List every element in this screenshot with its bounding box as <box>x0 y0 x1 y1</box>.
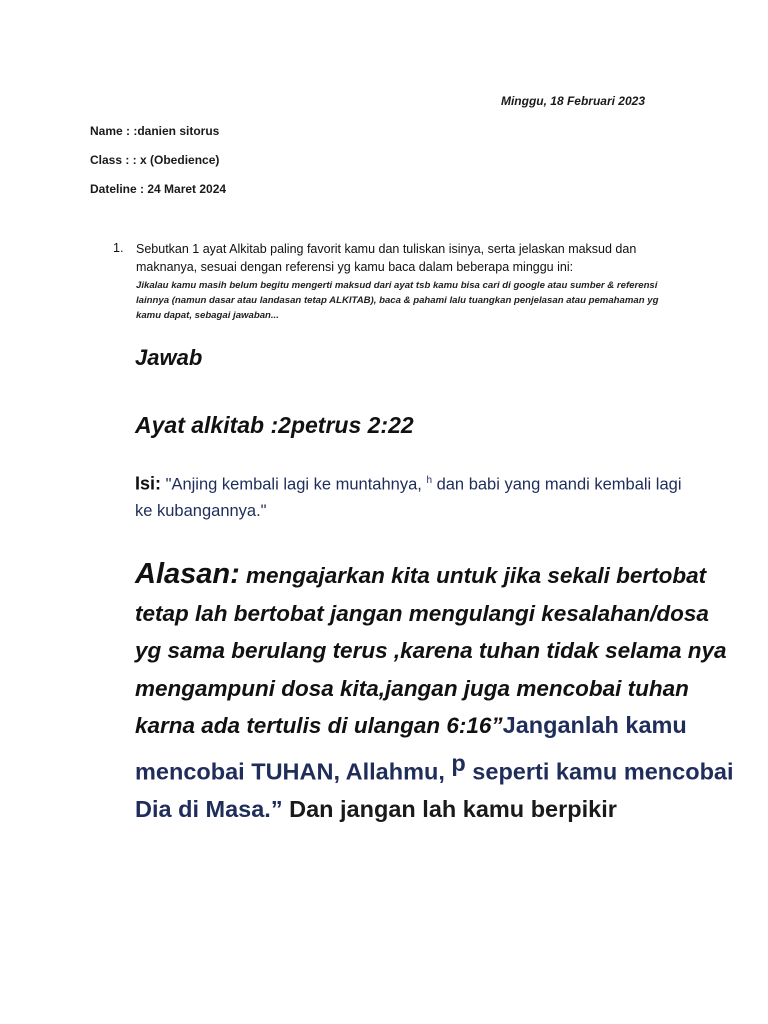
isi-text-part1: "Anjing kembali lagi ke muntahnya, <box>161 475 427 494</box>
student-name: Name : :danien sitorus <box>90 124 220 138</box>
isi-text-part2: dan babi yang mandi kembali lagi ke kubangannya." <box>135 475 682 520</box>
question-number: 1. <box>113 241 124 255</box>
question-note: Jikalau kamu masih belum begitu mengerti maksud dari ayat tsb kamu bisa cari di google atau sumber & referensi lainnya (namun dasar atau landasan tetap ALKITAB), baca & pahami lalu tuangkan penjelasan atau pemahaman yg kamu dapat, sebagai jawaban... <box>136 280 659 321</box>
answer-heading: Jawab <box>135 345 203 370</box>
isi-footnote-marker: h <box>426 475 432 486</box>
question-text: Sebutkan 1 ayat Alkitab paling favorit kamu dan tuliskan isinya, serta jelaskan maksud dan maknanya, sesuai dengan referensi yg kamu baca dalam beberapa minggu ini: <box>136 242 637 274</box>
quote-part2: seperti kamu mencobai Dia di Masa.” <box>135 758 734 822</box>
verse-content <box>135 468 695 524</box>
deadline: Dateline : 24 Maret 2024 <box>90 182 227 196</box>
quote-footnote-marker: p <box>451 749 466 776</box>
verse-reference: Ayat alkitab :2petrus 2:22 <box>135 412 414 438</box>
document-date: Minggu, 18 Februari 2023 <box>500 94 645 108</box>
alasan-label: Alasan: <box>135 558 240 590</box>
quote-part1: Janganlah kamu mencobai TUHAN, Allahmu, <box>135 712 687 784</box>
reason-paragraph <box>135 556 735 828</box>
alasan-text: mengajarkan kita untuk jika sekali bertobat tetap lah bertobat jangan mengulangi kesalahan/dosa yg sama berulang terus ,karena tuhan tidak selama nya mengampuni dosa kita,jangan juga mencobai tuhan karna ada tertulis di ulangan 6:16” <box>135 563 727 738</box>
isi-label: Isi: <box>135 473 162 494</box>
reason-tail: Dan jangan lah kamu berpikir <box>282 795 617 822</box>
student-class: Class : : x (Obedience) <box>90 153 220 167</box>
